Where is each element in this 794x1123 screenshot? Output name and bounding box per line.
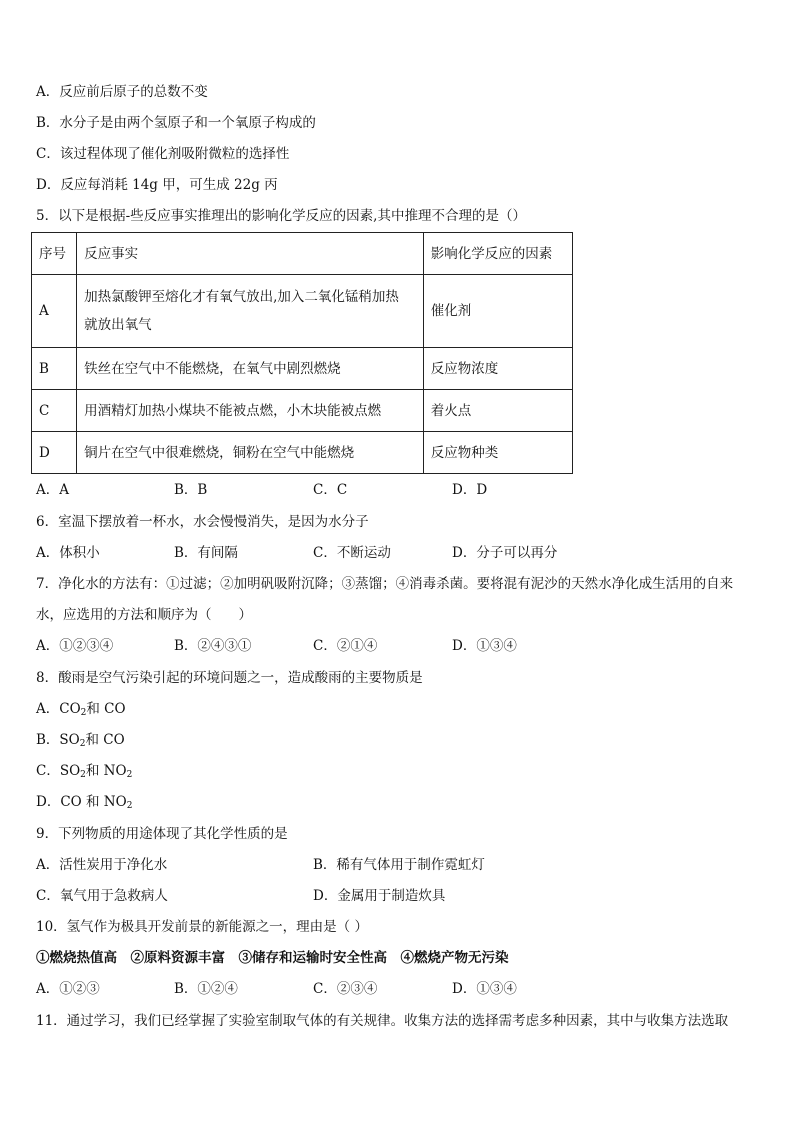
q9-option-a: A．活性炭用于净化水	[36, 857, 168, 873]
row-factor: 催化剂	[423, 275, 572, 348]
row-id: A	[32, 275, 77, 348]
q10-option-a: A．①②③	[36, 981, 100, 997]
q5-option-c: C．C	[313, 482, 348, 498]
q6-stem: 6．室温下摆放着一杯水，水会慢慢消失，是因为水分子	[36, 514, 369, 530]
q5-stem: 5．以下是根据-些反应事实推理出的影响化学反应的因素,其中推理不合理的是（）	[36, 208, 526, 224]
q5-option-d: D．D	[452, 482, 488, 498]
q10-items: ①燃烧热值高 ②原料资源丰富 ③储存和运输时安全性高 ④燃烧产物无污染	[36, 950, 509, 966]
q4-option-c: C．该过程体现了催化剂吸附微粒的选择性	[36, 146, 290, 162]
row-id: B	[32, 348, 77, 390]
row-id: C	[32, 390, 77, 432]
row-fact-line1: 加热氯酸钾至熔化才有氧气放出,加入二氧化锰稍加热	[84, 289, 399, 305]
row-fact	[77, 275, 424, 348]
q8-option-c: C．$SO_2$和 $NO_2$	[36, 763, 133, 780]
q8-stem: 8．酸雨是空气污染引起的环境问题之一，造成酸雨的主要物质是	[36, 670, 423, 686]
header-factor: 影响化学反应的因素	[423, 233, 572, 275]
row-fact-line2: 就放出氧气	[84, 317, 152, 333]
q4-option-d: D．反应每消耗 14g 甲，可生成 22g 丙	[36, 177, 278, 193]
row-fact: 用酒精灯加热小煤块不能被点燃，小木块能被点燃	[77, 390, 424, 432]
q9-option-d: D．金属用于制造炊具	[313, 888, 446, 904]
table-header-row	[32, 233, 573, 275]
q7-option-c: C．②①④	[313, 638, 378, 654]
q5-option-a: A．A	[36, 482, 69, 498]
row-fact: 铁丝在空气中不能燃烧，在氧气中剧烈燃烧	[77, 348, 424, 390]
row-fact: 铜片在空气中很难燃烧，铜粉在空气中能燃烧	[77, 432, 424, 474]
q5-table	[31, 232, 573, 474]
q6-option-b: B．有间隔	[174, 545, 238, 561]
table-row	[32, 275, 573, 348]
q9-option-b: B．稀有气体用于制作霓虹灯	[313, 857, 485, 873]
row-factor: 反应物种类	[423, 432, 572, 474]
q6-option-c: C．不断运动	[313, 545, 391, 561]
table-row	[32, 348, 573, 390]
q7-option-a: A．①②③④	[36, 638, 114, 654]
q10-stem: 10．氢气作为极具开发前景的新能源之一，理由是（ ）	[36, 919, 368, 935]
q4-option-b: B．水分子是由两个氢原子和一个氧原子构成的	[36, 115, 316, 131]
q10-option-c: C．②③④	[313, 981, 378, 997]
q7-option-d: D．①③④	[452, 638, 517, 654]
q9-option-c: C．氧气用于急救病人	[36, 888, 168, 904]
q7-stem-line1: 7．净化水的方法有：①过滤；②加明矾吸附沉降；③蒸馏；④消毒杀菌。要将混有泥沙的天然水净化成生活用的自来	[36, 576, 734, 592]
q8-option-a: A．$CO_2$和 CO	[36, 701, 126, 718]
q9-stem: 9．下列物质的用途体现了其化学性质的是	[36, 826, 288, 842]
q6-option-d: D．分子可以再分	[452, 545, 558, 561]
table-row	[32, 390, 573, 432]
q11-stem: 11．通过学习，我们已经掌握了实验室制取气体的有关规律。收集方法的选择需考虑多种因素，其中与收集方法选取	[36, 1013, 729, 1029]
q10-option-d: D．①③④	[452, 981, 517, 997]
row-id: D	[32, 432, 77, 474]
q7-option-b: B．②④③①	[174, 638, 252, 654]
q8-option-d: D．CO 和 $NO_2$	[36, 794, 133, 811]
row-factor: 反应物浓度	[423, 348, 572, 390]
header-id: 序号	[32, 233, 77, 275]
q8-option-b: B．$SO_2$和 CO	[36, 732, 125, 749]
header-fact: 反应事实	[77, 233, 424, 275]
table-row	[32, 432, 573, 474]
q5-option-b: B．B	[174, 482, 208, 498]
q7-stem-line2: 水，应选用的方法和顺序为（ ）	[36, 607, 252, 623]
q6-option-a: A．体积小	[36, 545, 100, 561]
q10-option-b: B．①②④	[174, 981, 238, 997]
q4-option-a: A．反应前后原子的总数不变	[36, 84, 208, 100]
row-factor: 着火点	[423, 390, 572, 432]
